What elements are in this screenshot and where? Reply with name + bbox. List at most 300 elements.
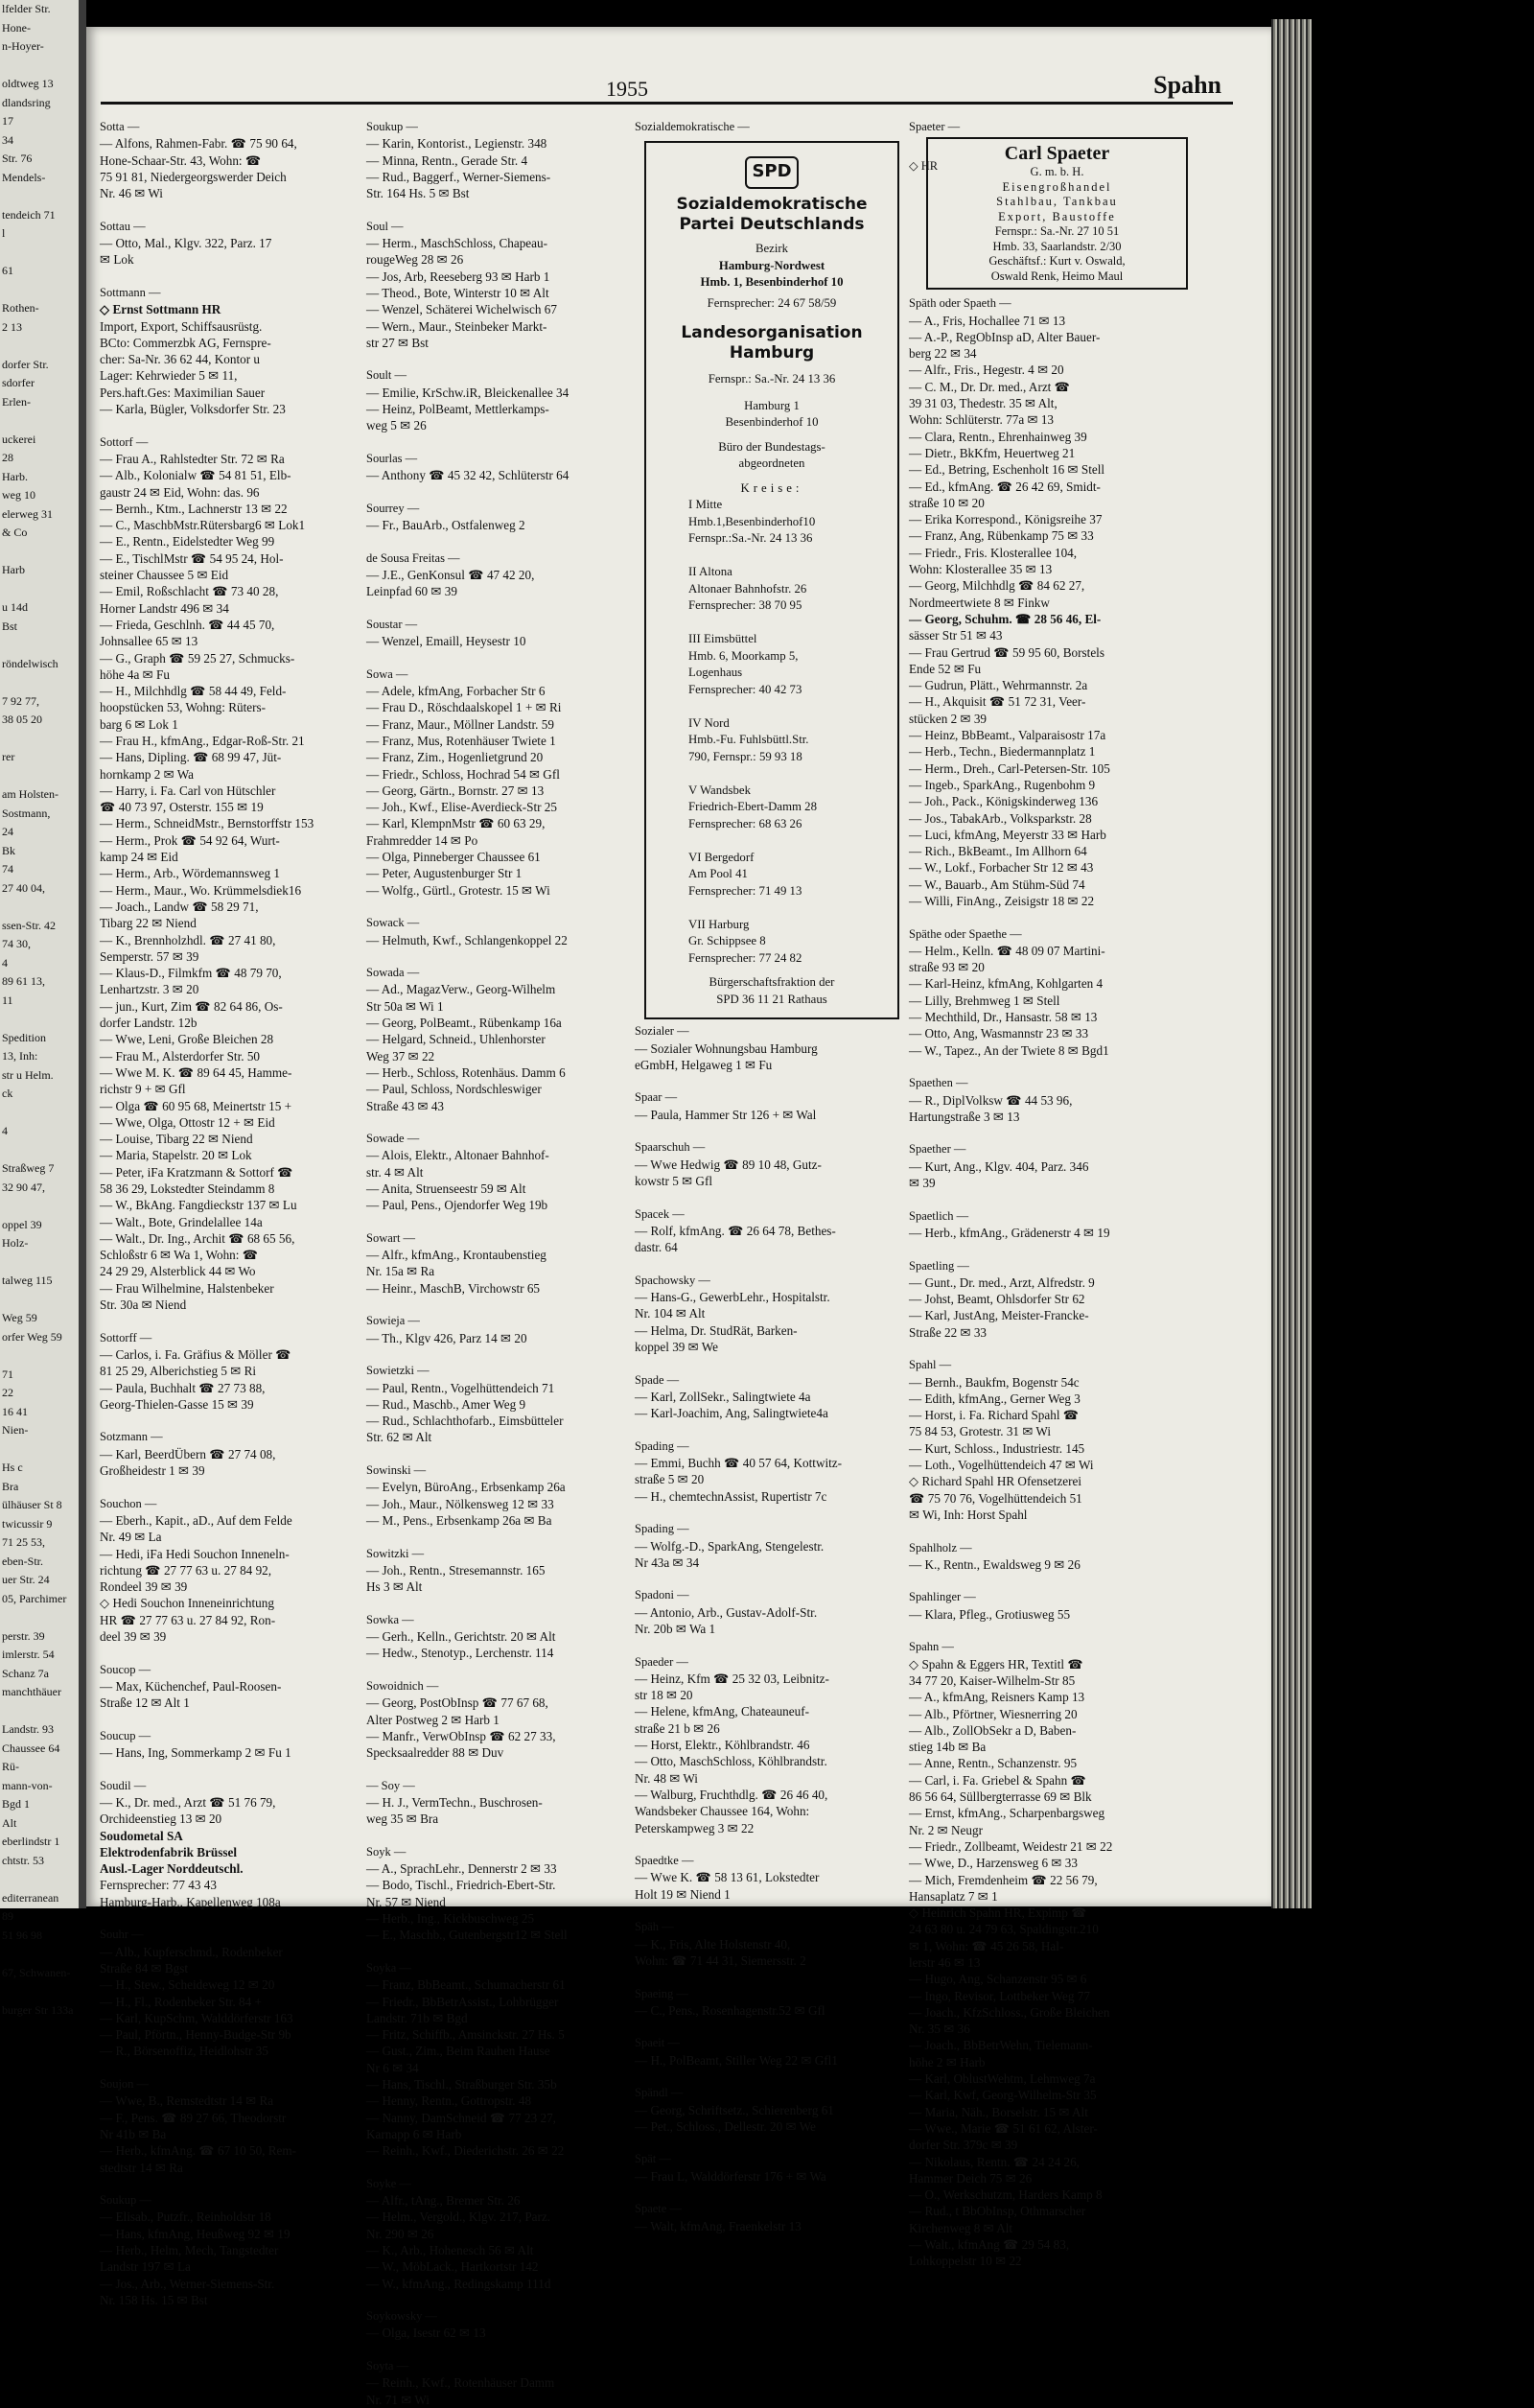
- entry-line: — Louise, Tibarg 22 ✉ Niend: [100, 1132, 253, 1147]
- entry-heading: Soustar —: [366, 617, 418, 631]
- column-heading: Sozialdemokratische —: [635, 120, 750, 133]
- fragment-line: Alt: [2, 1815, 17, 1830]
- fragment-line: sdorfer: [2, 376, 35, 389]
- fragment-line: 74: [2, 862, 13, 876]
- entry-line: — E., Rentn., Eidelstedter Weg 99: [100, 534, 275, 549]
- fragment-line: Bgd 1: [2, 1797, 31, 1811]
- entry-line: deel 39 ✉ 39: [100, 1629, 167, 1645]
- fragment-line: 89: [2, 1909, 13, 1923]
- spd-buero1: Büro der Bundestags-: [718, 439, 825, 454]
- entry-line: [635, 1073, 894, 1089]
- fragment-line: Chaussee 64: [2, 1741, 60, 1755]
- entry-line: Nr. 71 ✉ Wi: [366, 2392, 430, 2407]
- spd-fraktion1: Bürgerschaftsfraktion der: [709, 975, 835, 990]
- entry-heading: Spacek —: [635, 1206, 685, 1221]
- entry-line: Georg-Thielen-Gasse 15 ✉ 39: [100, 1396, 254, 1412]
- entry-line: — Hans, Tischl., Straßburger Str. 35b: [366, 2077, 557, 2092]
- entry-line: — Kurt, Ang., Klgv. 404, Parz. 346: [909, 1158, 1089, 1174]
- entry-line: — Ad., MagazVerw., Georg-Wilhelm: [366, 982, 556, 997]
- entry-line: — Karl-Heinz, kfmAng, Kohlgarten 4: [909, 976, 1104, 992]
- spd-kreise-list: [652, 497, 892, 967]
- entry-heading: Sowada —: [366, 966, 420, 980]
- fragment-line: Erlen-: [2, 394, 31, 409]
- fragment-line: elerweg 31: [2, 506, 53, 521]
- spd-kreis-line: Fernsprecher: 40 42 73: [688, 682, 802, 696]
- entry-line: — Rich., BkBeamt., Im Allhorn 64: [909, 844, 1087, 859]
- spaeter-line4: Fernspr.: Sa.-Nr. 27 10 51: [994, 224, 1120, 239]
- entry-line: [100, 1712, 359, 1728]
- running-head: Spahn: [1153, 71, 1221, 99]
- entry-line: — Friedr., BbBetrAssist., Lohbrügger: [366, 1994, 559, 2009]
- entry-line: — K., Arb., Hohenesch 56 ✉ Alt: [366, 2243, 534, 2257]
- spd-kreis-line: [688, 900, 892, 917]
- entry-line: cher: Sa-Nr. 36 62 44, Kontor u: [100, 352, 261, 367]
- entry-line: — Wwe M. K. ☎ 89 64 45, Hamme-: [100, 1064, 292, 1080]
- entry-heading: Soyta —: [366, 2359, 409, 2373]
- spd-kreis-line: [688, 698, 892, 715]
- entry-line: stieg 14b ✉ Ba: [909, 1740, 987, 1755]
- entry-line: — Mechthild, Dr., Hansastr. 58 ✉ 13: [909, 1010, 1098, 1025]
- entry-heading: Sowinski —: [366, 1463, 427, 1478]
- entry-line: — Paula, Buchhalt ☎ 27 73 88,: [100, 1380, 266, 1395]
- fragment-line: [0, 767, 79, 786]
- spd-kreis-line: [688, 548, 892, 565]
- entry-line: — Rud., Schlachthofarb., Eimsbütteler: [366, 1414, 564, 1429]
- entry-line: — Th., Klgv 426, Parz 14 ✉ 20: [366, 1330, 527, 1345]
- entry-line: — H., Milchhdlg ☎ 58 44 49, Feld-: [100, 684, 287, 699]
- entry-line: — Frau H., kfmAng., Edgar-Roß-Str. 21: [100, 733, 305, 748]
- entry-line: — Karla, Bügler, Volksdorfer Str. 23: [100, 402, 286, 417]
- spd-kreis-line: Fernsprecher: 38 70 95: [688, 598, 802, 613]
- entry-line: — Minna, Rentn., Gerade Str. 4: [366, 152, 528, 168]
- entry-line: Nr 43a ✉ 34: [635, 1555, 700, 1570]
- entry-line: — Peter, iFa Kratzmann & Sottorf ☎: [100, 1164, 293, 1180]
- entry-line: [100, 2176, 359, 2192]
- entry-line: [635, 1505, 894, 1521]
- entry-line: — Karl, JustAng, Meister-Francke-: [909, 1308, 1089, 1323]
- fragment-line: Sostmann,: [2, 806, 51, 820]
- entry-line: — Walburg, Fruchthdlg. ☎ 26 46 40,: [635, 1787, 828, 1802]
- entry-line: — Hans-G., GewerbLehr., Hospitalstr.: [635, 1290, 830, 1305]
- entry-line: — Frau A., Rahlstedter Str. 72 ✉ Ra: [100, 451, 285, 466]
- entry-line: barg 6 ✉ Lok 1: [100, 716, 178, 732]
- entry-line: berg 22 ✉ 34: [909, 346, 977, 362]
- entry-line: straße 93 ✉ 20: [909, 960, 985, 975]
- entry-line: — Eberh., Kapit., aD., Auf dem Felde: [100, 1512, 292, 1528]
- fragment-line: 2 13: [2, 319, 22, 334]
- entry-line: Hamburg-Harb., Kapellenweg 108a: [100, 1894, 281, 1909]
- fragment-line: 71 25 53,: [2, 1535, 45, 1549]
- entry-line: Nr. 15a ✉ Ra: [366, 1264, 435, 1279]
- entry-heading: Spändl —: [635, 2086, 684, 2100]
- fragment-line: [0, 580, 79, 599]
- entry-line: [366, 1761, 625, 1777]
- entry-line: — Herb., kfmAng. ☎ 67 10 50, Rem-: [100, 2143, 297, 2159]
- entry-heading: Soyke —: [366, 2176, 411, 2190]
- fragment-line: [0, 1870, 79, 1889]
- fragment-line: uckerei: [2, 432, 36, 446]
- entry-heading: Späthe oder Spaethe —: [909, 926, 1022, 941]
- entry-line: — Emilie, KrSchw.iR, Bleickenallee 34: [366, 385, 569, 400]
- entry-line: — jun., Kurt, Zim ☎ 82 64 86, Os-: [100, 998, 283, 1014]
- entry-line: [366, 484, 625, 501]
- fragment-line: manchthäuer: [2, 1685, 61, 1698]
- entry-heading: Sowade —: [366, 1132, 420, 1146]
- entry-heading: Sourlas —: [366, 451, 418, 465]
- entry-line: — Mich, Fremdenheim ☎ 22 56 79,: [909, 1872, 1098, 1887]
- entry-line: — A., SprachLehr., Dennerstr 2 ✉ 33: [366, 1861, 557, 1877]
- fragment-line: Schanz 7a: [2, 1666, 49, 1680]
- entry-line: — R., DiplVolksw ☎ 44 53 96,: [909, 1092, 1073, 1108]
- entry-heading: Soyka —: [366, 1960, 411, 1975]
- entry-line: Semperstr. 57 ✉ 39: [100, 948, 199, 964]
- entry-line: [909, 1573, 1225, 1589]
- entry-line: — Herb., Helm, Mech, Tangstedter: [100, 2243, 279, 2257]
- entry-line: — Wenzel, Emaill, Heysestr 10: [366, 634, 526, 649]
- entry-heading: Sottorf —: [100, 434, 149, 449]
- entry-line: — Ernst, kfmAng., Scharpenbargsweg: [909, 1806, 1105, 1821]
- entry-line: Horner Landstr 496 ✉ 34: [100, 600, 229, 616]
- entry-line: — Pet., Schloss., Dellestr. 20 ✉ We: [635, 2118, 816, 2134]
- entry-line: Frahmredder 14 ✉ Po: [366, 832, 478, 848]
- entry-line: Straße 22 ✉ 33: [909, 1324, 988, 1340]
- entry-line: weg 35 ✉ Bra: [366, 1812, 439, 1827]
- entry-line: — Karl, KupSchm, Walddörferstr 163: [100, 2010, 293, 2025]
- entry-line: — Evelyn, BüroAng., Erbsenkamp 26a: [366, 1480, 566, 1495]
- entry-line: — Frau Wilhelmine, Halstenbeker: [100, 1280, 274, 1296]
- entry-line: [366, 1595, 625, 1611]
- entry-line: — Paul, Schloss, Nordschleswiger: [366, 1082, 542, 1097]
- entry-line: kamp 24 ✉ Eid: [100, 850, 178, 865]
- entry-heading: Soykowsky —: [366, 2309, 437, 2324]
- entry-heading: Spaethen —: [909, 1076, 968, 1090]
- entry-heading: Sozialer —: [635, 1024, 689, 1039]
- entry-heading: Spadoni —: [635, 1588, 689, 1602]
- entry-line: — Karl, OblustWehtm, Lehmweg 7a: [909, 2071, 1096, 2087]
- fragment-line: burger Str 133a: [2, 2002, 74, 2017]
- entry-heading: Spading —: [635, 1438, 689, 1453]
- entry-line: Nordmeertwiete 8 ✉ Finkw: [909, 595, 1050, 610]
- fragment-line: [0, 1197, 79, 1216]
- entry-line: — Walt., kfmAng ☎ 29 54 83,: [909, 2237, 1070, 2253]
- entry-line: hornkamp 2 ✉ Wa: [100, 766, 195, 782]
- entry-line: — Hans, kfmAng, Heußweg 92 ✉ 19: [100, 2226, 291, 2241]
- entry-line: — Franz, BbBeamt., Schumacherstr 61: [366, 1977, 566, 1993]
- entry-line: — K., Rentn., Ewaldsweg 9 ✉ 26: [909, 1556, 1081, 1572]
- spd-kreis-line: Logenhaus: [688, 666, 743, 680]
- fragment-line: [0, 57, 79, 76]
- entry-line: straße 21 b ✉ 26: [635, 1720, 720, 1736]
- entry-line: — W., Tapez., An der Twiete 8 ✉ Bgd1: [909, 1042, 1109, 1058]
- entry-line: — Otto, Ang, Wasmannstr 23 ✉ 33: [909, 1026, 1089, 1041]
- fragment-line: 05, Parchimer: [2, 1591, 67, 1605]
- spd-bezirk: Bezirk: [755, 242, 789, 256]
- entry-line: Soudometal SA: [100, 1828, 183, 1843]
- entry-line: [635, 1123, 894, 1139]
- entry-line: — W., kfmAng., Redingskamp 111d: [366, 2276, 551, 2291]
- entry-line: Schloßstr 6 ✉ Wa 1, Wohn: ☎: [100, 1248, 259, 1263]
- fragment-line: imlerstr. 54: [2, 1648, 55, 1661]
- entry-heading: Soukup —: [366, 120, 418, 133]
- entry-line: — Max, Küchenchef, Paul-Roosen-: [100, 1678, 282, 1694]
- fragment-line: Rü-: [2, 1760, 19, 1773]
- entry-line: — Sozialer Wohnungsbau Hamburg: [635, 1040, 818, 1056]
- entry-line: — F., Pens. ☎ 89 27 66, Theodorstr: [100, 2110, 287, 2125]
- entry-line: ◇ Ernst Sottmann HR: [100, 302, 221, 317]
- entry-line: — Ingo, Revisor, Lottbeker Weg 77: [909, 1988, 1090, 2003]
- entry-line: [635, 1969, 894, 1985]
- entry-heading: Spaedtke —: [635, 1854, 694, 1868]
- entry-line: — Wenzel, Schäterei Wichelwisch 67: [366, 302, 557, 317]
- fragment-line: [0, 636, 79, 655]
- entry-line: ☎ 40 73 97, Osterstr. 155 ✉ 19: [100, 800, 264, 815]
- entry-line: — Karl, BeerdÜbern ☎ 27 74 08,: [100, 1446, 276, 1461]
- fragment-line: [0, 730, 79, 749]
- spaeter-name: Carl Spaeter: [1004, 143, 1110, 165]
- entry-line: — Karl, ZollSekr., Salingtwiete 4a: [635, 1389, 811, 1404]
- entry-line: [635, 2019, 894, 2035]
- entry-line: straße 10 ✉ 20: [909, 495, 985, 510]
- spd-logo: SPD: [745, 156, 799, 189]
- entry-line: Lohkoppelstr 10 ✉ 22: [909, 2254, 1022, 2269]
- entry-line: [366, 201, 625, 218]
- entry-line: str 27 ✉ Bst: [366, 335, 429, 350]
- entry-line: [366, 1529, 625, 1545]
- entry-line: — Maria, Stapelstr. 20 ✉ Lok: [100, 1148, 252, 1163]
- entry-line: — Harry, i. Fa. Carl von Hütschler: [100, 783, 276, 798]
- entry-line: — Joh., Kwf., Elise-Averdieck-Str 25: [366, 800, 557, 815]
- entry-line: — Paul, Rentn., Vogelhüttendeich 71: [366, 1380, 555, 1395]
- entry-line: — Hedw., Stenotyp., Lerchenstr. 114: [366, 1646, 554, 1661]
- entry-heading: Sowieja —: [366, 1314, 420, 1328]
- entry-line: — Walt., Dr. Ing., Archit ☎ 68 65 56,: [100, 1230, 295, 1246]
- entry-line: 81 25 29, Alberichstieg 5 ✉ Ri: [100, 1364, 257, 1379]
- entry-line: [366, 1346, 625, 1363]
- entry-line: — Alfr., tAng., Bremer Str. 26: [366, 2193, 521, 2209]
- entry-line: HR ☎ 27 77 63 u. 27 84 92, Ron-: [100, 1612, 276, 1627]
- entry-line: Lenhartzstr. 3 ✉ 20: [100, 982, 199, 997]
- fragment-line: Bk: [2, 843, 16, 857]
- entry-line: — K., Brennholzhdl. ☎ 27 41 80,: [100, 932, 276, 947]
- entry-heading: Sottorff —: [100, 1330, 152, 1344]
- entry-heading: Spahl —: [909, 1358, 952, 1372]
- entry-line: — Frau D., Röschdaalskopel 1 + ✉ Ri: [366, 700, 562, 715]
- entry-line: Hartungstraße 3 ✉ 13: [909, 1109, 1020, 1124]
- entry-line: [366, 1214, 625, 1230]
- entry-line: — J.E., GenKonsul ☎ 47 42 20,: [366, 568, 535, 583]
- spd-fraktion2: SPD 36 11 21 Rathaus: [716, 992, 827, 1006]
- fragment-line: twicussir 9: [2, 1516, 53, 1531]
- entry-heading: Sotta —: [100, 120, 140, 133]
- entry-heading: Spahlinger —: [909, 1590, 976, 1604]
- entry-line: — Henny, Rentn., Gottropstr. 48: [366, 2093, 532, 2109]
- fragment-line: 16 41: [2, 1404, 28, 1418]
- fragment-line: ülhäuser St 8: [2, 1498, 62, 1511]
- entry-line: — W., BkAng. Fangdieckstr 137 ✉ Lu: [100, 1198, 297, 1213]
- entry-line: [100, 1645, 359, 1661]
- entry-line: — Frau L, Walddörferstr 176 + ✉ Wa: [635, 2168, 826, 2184]
- entry-line: [635, 2135, 894, 2151]
- entry-line: — Wwe, Leni, Große Bleichen 28: [100, 1032, 274, 1047]
- entry-line: 75 84 53, Grotestr. 31 ✉ Wi: [909, 1424, 1052, 1439]
- spaeter-advertisement: [926, 137, 1188, 290]
- entry-line: — Bodo, Tischl., Friedrich-Ebert-Str.: [366, 1878, 556, 1893]
- entry-line: Import, Export, Schiffsausrüstg.: [100, 318, 263, 334]
- entry-line: — Wwe., Marie ☎ 51 61 62, Alster-: [909, 2120, 1098, 2136]
- fragment-line: l: [2, 226, 6, 240]
- entry-line: 24 63 80 u. 24 79 63, Spaldingstr.210: [909, 1922, 1099, 1937]
- entry-line: Hone-Schaar-Str. 43, Wohn: ☎: [100, 152, 262, 168]
- entry-line: Kirchenweg 8 ✉ Alt: [909, 2220, 1013, 2235]
- fragment-line: [0, 1945, 79, 1964]
- entry-line: — C., Pens., Rosenhagenstr.52 ✉ Gfl: [635, 2002, 825, 2018]
- entry-line: — Horst, Elektr., Köhlbrandstr. 46: [635, 1738, 810, 1753]
- entry-line: — Rolf, kfmAng. ☎ 26 64 78, Bethes-: [635, 1223, 836, 1238]
- fragment-line: [0, 1141, 79, 1160]
- entry-line: — Wolfg., Gürtl., Grotestr. 15 ✉ Wi: [366, 882, 550, 898]
- fragment-line: [0, 281, 79, 300]
- entry-line: — Kurt, Schloss., Industriestr. 145: [909, 1440, 1085, 1456]
- entry-line: [635, 1421, 894, 1438]
- entry-line: — Franz, Ang, Rübenkamp 75 ✉ 33: [909, 528, 1094, 544]
- entry-heading: Spaar —: [635, 1090, 678, 1105]
- fragment-line: eberlindstr 1: [2, 1835, 60, 1848]
- entry-line: — H., Fl., Rodenbeker Str. 84 +: [100, 1994, 262, 2009]
- entry-line: [909, 1059, 1225, 1075]
- header-rule: [101, 102, 1233, 105]
- entry-heading: Späth oder Spaeth —: [909, 296, 1011, 311]
- spd-lo-line1: Landesorganisation: [681, 323, 863, 343]
- spd-kreis-line: Hmb. 6, Moorkamp 5,: [688, 648, 799, 663]
- entry-line: — Johst, Beamt, Ohlsdorfer Str 62: [909, 1292, 1085, 1307]
- entry-line: — E., Maschb., Gutenbergstr12 ✉ Stell: [366, 1928, 568, 1943]
- book-page-edges: [1271, 19, 1312, 1908]
- entry-line: dastr. 64: [635, 1240, 678, 1255]
- entry-line: — A.-P., RegObInsp aD, Alter Bauer-: [909, 329, 1101, 344]
- entry-line: — Herb., Ing., Kickbuschweg 25: [366, 1911, 535, 1927]
- entry-line: [100, 1413, 359, 1429]
- entry-line: str 18 ✉ 20: [635, 1688, 693, 1703]
- page-number: 1955: [606, 77, 648, 101]
- entry-line: — Helene, kfmAng, Chateauneuf-: [635, 1704, 809, 1719]
- entry-line: 39 31 03, Thedestr. 35 ✉ Alt,: [909, 396, 1058, 411]
- entry-heading: Spät —: [635, 2152, 671, 2166]
- entry-line: — Ed., kfmAng. ☎ 26 42 69, Smidt-: [909, 479, 1101, 494]
- entry-line: — Ed., Betring, Eschenholt 16 ✉ Stell: [909, 462, 1105, 478]
- entry-line: — Gudrun, Plätt., Wehrmannstr. 2a: [909, 678, 1088, 693]
- entry-line: — Jos., TabakArb., Volksparkstr. 28: [909, 810, 1092, 826]
- entry-heading: Späh —: [635, 1920, 674, 1934]
- entry-line: — Frau Gertrud ☎ 59 95 60, Borstels: [909, 644, 1104, 660]
- entry-line: — Alb., Kupferschmd., Rodenbeker: [100, 1944, 283, 1959]
- entry-line: [366, 1114, 625, 1131]
- entry-line: ✉ Wi, Inh: Horst Spahl: [909, 1507, 1028, 1522]
- entry-line: — Georg, Schuhm. ☎ 28 56 46, El-: [909, 611, 1102, 626]
- entry-line: Nr. 46 ✉ Wi: [100, 186, 163, 201]
- fragment-line: Bst: [2, 619, 18, 633]
- fragment-line: Hone-: [2, 20, 31, 35]
- spd-hh2: Besenbinderhof 10: [725, 415, 819, 430]
- entry-line: — Herm., Maur., Wo. Krümmelsdiek16: [100, 882, 302, 898]
- entry-line: — Paul, Pens., Ojendorfer Weg 19b: [366, 1198, 548, 1213]
- entry-line: [100, 1910, 359, 1927]
- fragment-line: lfelder Str.: [2, 2, 51, 15]
- entry-line: — Joach., KfzSchloss., Große Bleichen: [909, 2004, 1110, 2020]
- fragment-line: 34: [2, 132, 13, 147]
- entry-line: — Franz, Maur., Möllner Landstr. 59: [366, 716, 554, 732]
- fragment-line: am Holsten-: [2, 787, 58, 801]
- column-2: [366, 119, 625, 2408]
- entry-line: Nr. 104 ✉ Alt: [635, 1306, 706, 1321]
- entry-line: — Rud., Maschb., Amer Weg 9: [366, 1396, 526, 1412]
- entry-line: — M., Pens., Erbsenkamp 26a ✉ Ba: [366, 1512, 552, 1528]
- entry-heading: — Soy —: [366, 1778, 415, 1792]
- spd-kreis-line: Am Pool 41: [688, 867, 748, 881]
- spd-phone: Fernsprecher: 24 67 58/59: [707, 295, 837, 310]
- entry-line: — Otto, MaschSchloss, Köhlbrandstr.: [635, 1754, 827, 1769]
- fragment-line: Rothen-: [2, 301, 39, 315]
- entry-line: [366, 1944, 625, 1960]
- entry-line: Großheidestr 1 ✉ 39: [100, 1463, 205, 1479]
- fragment-line: 32 90 47,: [2, 1180, 45, 1194]
- fragment-line: mann-von-: [2, 1778, 53, 1792]
- fragment-line: 17: [2, 114, 13, 128]
- entry-line: ◇ Richard Spahl HR Ofensetzerei: [909, 1474, 1082, 1489]
- entry-line: — W., MöbLack., Hartkortstr 142: [366, 2259, 539, 2275]
- entry-line: Hs 3 ✉ Alt: [366, 1579, 423, 1595]
- spd-kreis-line: V Wandsbek: [688, 783, 751, 797]
- fragment-line: 4: [2, 1124, 8, 1137]
- entry-line: — Alfr., Fris., Hegestr. 4 ✉ 20: [909, 362, 1064, 378]
- entry-line: koppel 39 ✉ We: [635, 1339, 719, 1354]
- entry-line: — C. M., Dr. Dr. med., Arzt ☎: [909, 379, 1071, 394]
- entry-line: — Bernh., Baukfm, Bogenstr 54c: [909, 1374, 1080, 1390]
- fragment-line: dlandsring: [2, 95, 51, 109]
- entry-line: — Hedi, iFa Hedi Souchon Inneneln-: [100, 1546, 290, 1561]
- entry-line: 86 56 64, Süllbergterrasse 69 ✉ Blk: [909, 1789, 1092, 1805]
- fragment-line: 7 92 77,: [2, 693, 39, 708]
- entry-line: — Georg, Schriftsetz., Schierenberg 61: [635, 2102, 834, 2117]
- fragment-line: dorfer Str.: [2, 357, 49, 371]
- spd-kreis-line: Hmb.-Fu. Fuhlsbüttl.Str.: [688, 733, 809, 747]
- entry-line: — Olga, Isestr 62 ✉ 13: [366, 2326, 486, 2341]
- entry-line: — Walt., Bote, Grindelallee 14a: [100, 1214, 263, 1229]
- fragment-line: str u Helm.: [2, 1067, 54, 1082]
- fragment-line: [0, 1702, 79, 1721]
- entry-line: — Wwe, D., Harzensweg 6 ✉ 33: [909, 1856, 1078, 1871]
- entry-line: — Georg, PolBeamt., Rübenkamp 16a: [366, 1016, 562, 1031]
- entry-heading: Sowka —: [366, 1612, 414, 1626]
- entry-line: — Friedr., Schloss, Hochrad 54 ✉ Gfl: [366, 766, 560, 782]
- entry-line: Nr 6 ✉ 34: [366, 2060, 419, 2075]
- entry-line: kowstr 5 ✉ Gfl: [635, 1173, 713, 1188]
- entry-line: [100, 201, 359, 218]
- column-4: [909, 119, 1225, 2270]
- entry-line: — Peter, Augustenburger Str 1: [366, 866, 523, 881]
- entry-line: — K., Fris, Alte Holstenstr 40,: [635, 1936, 791, 1952]
- spd-kreis-line: [688, 615, 892, 632]
- fragment-line: [0, 244, 79, 263]
- fragment-line: 89 61 13,: [2, 974, 45, 988]
- fragment-line: talweg 115: [2, 1274, 53, 1287]
- entry-line: — Wern., Maur., Steinbeker Markt-: [366, 318, 547, 334]
- entry-line: — Alfr., kfmAng., Krontaubenstieg: [366, 1248, 546, 1263]
- fragment-line: n-Hoyer-: [2, 39, 44, 53]
- entry-line: — Gust., Zim., Beim Rauhen Hause: [366, 2044, 550, 2059]
- entry-line: Elektrodenfabrik Brüssel: [100, 1844, 238, 1859]
- entry-line: — Maria, Näh., Borselstr. 15 ✉ Alt: [909, 2104, 1088, 2119]
- entry-line: — Nikolaus, Rentn. ☎ 24 24 26,: [909, 2154, 1080, 2169]
